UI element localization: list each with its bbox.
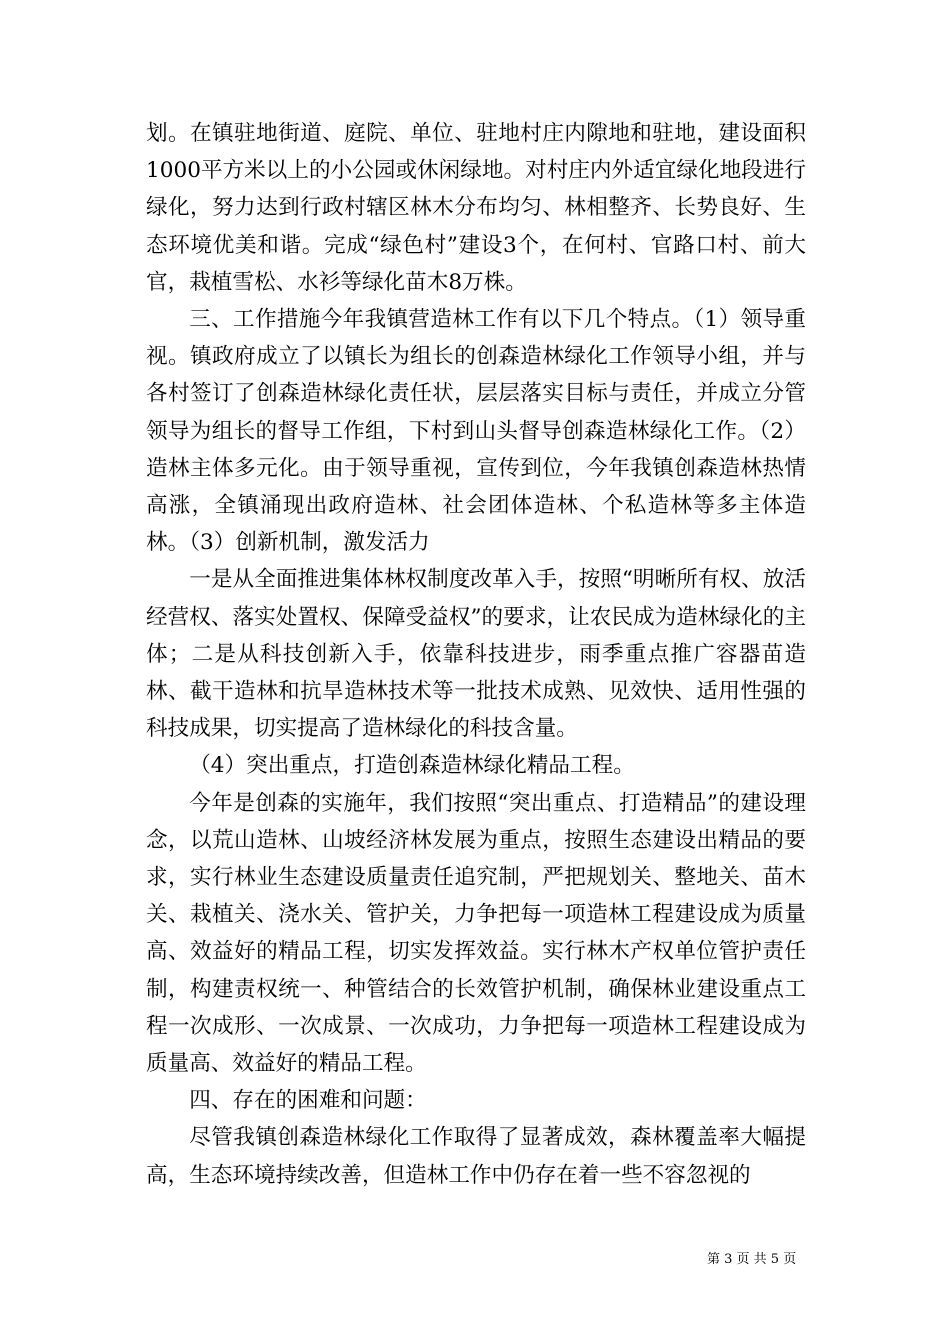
section-heading-difficulties: 四、存在的困难和问题：	[189, 1088, 427, 1114]
paragraph-work-measures: 三、工作措施今年我镇营造林工作有以下几个特点。（1）领导重视。镇政府成立了以镇长为组长的创森造林绿化工作领导小组，并与各村签订了创森造林绿化责任状，层层落实目标与责任，并成立分管领导为组长的督导工作组，下村到山头督导创森造林绿化工作。（2）造林主体多元化。由于领导重视，宣传到位，今年我镇创森造林热情高涨，全镇涌现出政府造林、社会团体造林、个私造林等多主体造林。（3）创新机制，激发活力	[146, 307, 806, 556]
document-body	[146, 115, 806, 1194]
paragraph-implementation-year: 今年是创森的实施年，我们按照“突出重点、打造精品”的建设理念，以荒山造林、山坡经济林发展为重点，按照生态建设出精品的要求，实行林业生态建设质量责任追究制，严把规划关、整地关、苗木关、栽植关、浇水关、管护关，力争把每一项造林工程建设成为质量高、效益好的精品工程，切实发挥效益。实行林木产权单位管护责任制，构建责权统一、种管结合的长效管护机制，确保林业建设重点工程一次成形、一次成景、一次成功，力争把每一项造林工程建设成为质量高、效益好的精品工程。	[146, 790, 806, 1077]
paragraph-highlight-key-points: （4）突出重点，打造创森造林绿化精品工程。	[189, 753, 635, 779]
paragraph-reform-innovation: 一是从全面推进集体林权制度改革入手，按照“明晰所有权、放活经营权、落实处置权、保障受益权”的要求，让农民成为造林绿化的主体；二是从科技创新入手，依靠科技进步，雨季重点推广容器苗造林、截干造林和抗旱造林技术等一批技术成熟、见效快、适用性强的科技成果，切实提高了造林绿化的科技含量。	[146, 567, 806, 742]
paragraph-greening-continuation: 划。在镇驻地街道、庭院、单位、驻地村庄内隙地和驻地，建设面积1000平方米以上的小公园或休闲绿地。对村庄内外适宜绿化地段进行绿化，努力达到行政村辖区林木分布均匀、林相整齐、长势良好、生态环境优美和谐。完成“绿色村”建设3个，在何村、官路口村、前大官，栽植雪松、水衫等绿化苗木8万株。	[146, 121, 806, 295]
paragraph-difficulties-intro: 尽管我镇创森造林绿化工作取得了显著成效，森林覆盖率大幅提高，生态环境持续改善，但造林工作中仍存在着一些不容忽视的	[146, 1125, 806, 1188]
page-number-footer: 第 3 页 共 5 页	[707, 1252, 797, 1267]
